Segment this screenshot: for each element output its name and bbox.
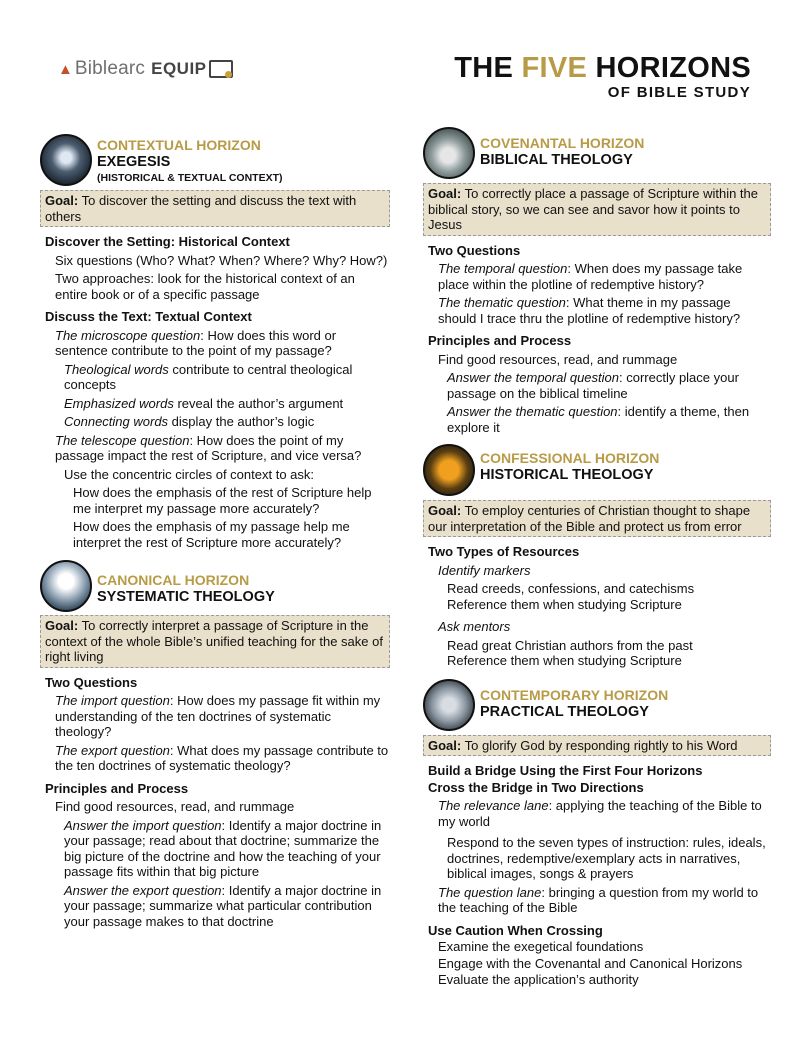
list-item: The telescope question: How does the point of my passage impact the rest of Scripture, and vice versa?	[55, 432, 362, 463]
horizon-subtitle: BIBLICAL THEOLOGY	[480, 152, 633, 168]
list-item: Read great Christian authors from the past	[447, 637, 693, 653]
section-heading: Principles and Process	[428, 333, 572, 348]
horizon-name: COVENANTAL HORIZON	[480, 135, 645, 151]
list-item: Engage with the Covenantal and Canonical Horizons	[438, 955, 743, 971]
section-heading: Two Types of Resources	[428, 544, 580, 559]
page-subtitle: OF BIBLE STUDY	[607, 84, 751, 101]
list-item: The import question: How does my passage fit within my understanding of the ten doctrines of systematic theology?	[55, 693, 381, 739]
biblearc-wordmark: Biblearc	[74, 58, 146, 79]
list-item: Emphasized words reveal the author’s argument	[64, 395, 344, 411]
list-item: The thematic question: What theme in my passage should I trace thru the plotline of redemptive history?	[438, 295, 741, 326]
list-item: Answer the export question: Identify a major doctrine in your passage; summarize what particular contribution your passage makes to that doctrine	[64, 882, 382, 929]
horizon-subtitle: PRACTICAL THEOLOGY	[480, 703, 649, 720]
list-item: The export question: What does my passage contribute to the ten doctrines of systematic theology?	[55, 742, 389, 773]
list-item: The question lane: bringing a question from my world to the teaching of the Bible	[438, 884, 759, 915]
list-item: Respond to the seven types of instruction: rules, ideals, doctrines, redemptive/exemplary acts in narratives, biblical images, songs & prayers	[447, 835, 766, 881]
list-item: Theological words contribute to central theological concepts	[64, 361, 353, 392]
list-item: Answer the import question: Identify a major doctrine in your passage; read about that doctrine; summarize the big picture of the doctrine and how the teaching of your passage fits within that big picture	[64, 817, 382, 879]
right-column	[423, 127, 771, 988]
road-sign-photo-icon	[423, 444, 475, 496]
list-item: Reference them when studying Scripture	[447, 653, 682, 668]
confessional-horizon-section	[423, 444, 771, 669]
list-item: How does the emphasis of the rest of Scripture help me interpret my passage more accurately?	[73, 485, 372, 516]
equip-certificate-icon	[209, 60, 233, 78]
title-five: FIVE	[521, 52, 588, 84]
covenantal-horizon-section	[423, 127, 771, 435]
list-item: Find good resources, read, and rummage	[438, 351, 678, 367]
list-item: The relevance lane: applying the teaching of the Bible to my world	[438, 798, 762, 829]
list-item: Six questions (Who? What? When? Where? Why? How?)	[55, 252, 388, 268]
section-heading: Principles and Process	[45, 780, 189, 796]
list-item: Read creeds, confessions, and catechisms	[447, 581, 695, 596]
list-item: Answer the thematic question: identify a theme, then explore it	[447, 404, 750, 435]
list-item: Two approaches: look for the historical context of an entire book or of a specific passage	[55, 271, 355, 302]
equip-wordmark: EQUIP	[151, 59, 207, 78]
title-the: THE	[454, 52, 514, 84]
section-heading: Build a Bridge Using the First Four Horizons	[428, 763, 703, 778]
section-heading: Use Caution When Crossing	[428, 922, 603, 938]
section-heading: Cross the Bridge in Two Directions	[428, 779, 644, 795]
list-item: The microscope question: How does this word or sentence contribute to the point of my passage?	[55, 327, 337, 358]
horizon-name: CONTEMPORARY HORIZON	[480, 686, 669, 703]
section-heading: Two Questions	[45, 674, 138, 690]
ship-photo-icon	[40, 134, 92, 186]
horizon-name: CONTEXTUAL HORIZON	[97, 137, 261, 153]
list-item: Find good resources, read, and rummage	[55, 799, 295, 814]
list-item: Use the concentric circles of context to ask:	[64, 466, 314, 482]
horizon-subtitle-detail: (HISTORICAL & TEXTUAL CONTEXT)	[97, 172, 283, 184]
goal-box: Goal: To employ centuries of Christian thought to shape our interpretation of the Bible and protect us from error	[423, 500, 771, 537]
list-item: Connecting words display the author’s logic	[64, 414, 315, 429]
horizon-subtitle: SYSTEMATIC THEOLOGY	[97, 589, 275, 605]
goal-box: Goal: To glorify God by responding rightly to his Word	[423, 735, 771, 757]
goal-box: Goal: To correctly place a passage of Scripture within the biblical story, so we can see and savor how it points to Jesus	[423, 183, 771, 236]
biblearc-equip-logo	[58, 58, 233, 80]
list-item: Evaluate the application’s authority	[438, 972, 639, 987]
canonical-horizon-section	[40, 560, 390, 929]
goal-box: Goal: To correctly interpret a passage of Scripture in the context of the whole Bible’s unified teaching for the sake of right living	[40, 615, 390, 668]
list-item: Examine the exegetical foundations	[438, 939, 644, 954]
list-item: The temporal question: When does my passage take place within the plotline of redemptive history?	[438, 261, 743, 292]
horizon-name: CANONICAL HORIZON	[97, 572, 250, 588]
list-item: Identify markers	[438, 562, 531, 578]
horizon-subtitle: HISTORICAL THEOLOGY	[480, 467, 654, 483]
horizon-name: CONFESSIONAL HORIZON	[480, 450, 660, 466]
section-heading: Discuss the Text: Textual Context	[45, 309, 252, 324]
list-item: How does the emphasis of my passage help me interpret the rest of Scripture more accurately?	[73, 519, 350, 550]
list-item: Ask mentors	[438, 619, 511, 634]
list-item: Reference them when studying Scripture	[447, 596, 682, 612]
contextual-horizon-section	[40, 134, 390, 550]
section-heading: Discover the Setting: Historical Context	[45, 234, 290, 249]
road-photo-icon	[423, 127, 475, 179]
bridge-photo-icon	[423, 679, 475, 731]
horizon-subtitle: EXEGESIS	[97, 154, 171, 170]
biblearc-arrow-icon: ▲	[58, 60, 73, 78]
page-title	[454, 52, 751, 101]
ship-harbor-photo-icon	[40, 560, 92, 612]
title-horizons: HORIZONS	[595, 52, 751, 84]
left-column	[40, 134, 390, 929]
section-heading: Two Questions	[428, 242, 521, 258]
goal-box: Goal: To discover the setting and discuss the text with others	[40, 190, 390, 227]
contemporary-horizon-section	[423, 679, 771, 988]
list-item: Answer the temporal question: correctly place your passage on the biblical timeline	[447, 370, 739, 401]
